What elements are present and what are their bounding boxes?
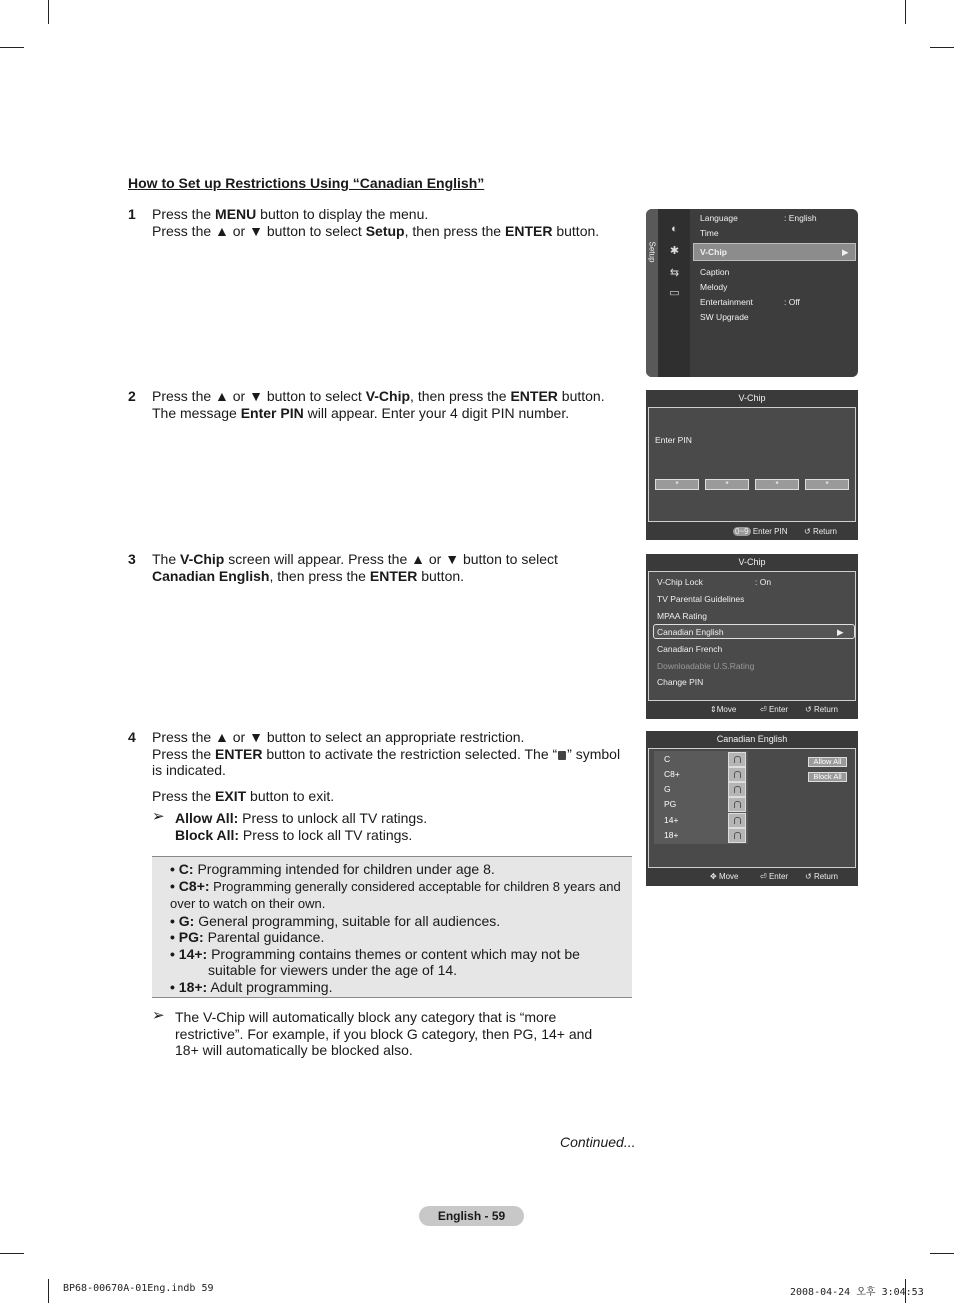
canadian-english-screen [646,731,858,886]
text: Press the ▲ or ▼ button to select an appropriate restriction. [152,729,525,745]
text: Press the [152,206,216,222]
enter-icon: ⏎ [760,705,767,714]
chevron-right-icon: ▶ [837,627,844,637]
crop-mark [930,1253,954,1254]
allow-block-note [152,810,632,843]
text: Programming generally considered acceptable for children 8 years and over to watch on their own. [170,878,621,911]
menu-item-disabled: Downloadable U.S.Rating [657,661,755,671]
pin-prompt: Enter PIN [655,435,692,445]
rating-item [160,861,632,878]
rating-row[interactable] [654,813,748,828]
page-number-badge: English - 59 [419,1206,524,1226]
application-icon: ▭ [669,287,680,299]
text: Return [813,872,838,881]
footer-file-info: BP68-00670A-01Eng.indb 59 [63,1283,214,1294]
text: button. [417,567,465,584]
rating-row[interactable] [654,767,748,782]
menu-item[interactable]: SW Upgrade [700,312,749,322]
ratings-definitions-box [152,856,632,998]
footer-return-hint [804,527,837,536]
text: • C8+: [170,877,210,894]
text: Press the [152,787,216,804]
menu-item[interactable]: Entertainment [700,297,753,307]
rating-item [160,878,632,913]
text: PG [664,799,677,809]
text: Adult programming. [207,978,333,995]
move-arrows-icon: ✥ [710,872,717,881]
text: Press to unlock all TV ratings. [238,810,428,826]
crop-mark [0,1253,24,1254]
step-1-number: 1 [128,206,136,222]
text: G [664,784,671,794]
block-all-button[interactable]: Block All [808,772,847,782]
footer-enter-hint [760,872,788,881]
number-key-icon: 0~9 [735,527,749,536]
vchip-menu-screen [646,554,858,719]
input-icon: ⇆ [669,267,680,279]
continued-label: Continued... [560,1134,636,1150]
chevron-right-icon: ▶ [842,247,849,257]
text: ENTER [510,388,558,404]
setup-menu-screen [646,209,858,377]
return-icon: ↺ [805,872,812,881]
footer-hint [733,527,788,536]
crop-mark [48,1279,49,1303]
menu-item-value: : On [755,577,772,587]
text: Return [813,705,838,714]
pin-digit-field[interactable]: * [655,479,699,490]
menu-item[interactable]: Language [700,213,738,223]
text: V-Chip [365,388,411,404]
return-icon: ↺ [805,705,812,714]
text: The [152,551,181,567]
step-3-number: 3 [128,551,136,567]
pin-digit-field[interactable]: * [705,479,749,490]
page-heading: How to Set up Restrictions Using “Canadian English” [128,175,485,191]
menu-item[interactable]: Time [700,228,719,238]
text: • 18+: [170,978,208,995]
text: Programming contains themes or content which may not be suitable for viewers under the age of 14. [207,945,580,978]
text: button to display the menu. [256,206,429,222]
rating-item [160,913,632,930]
text: ” symbol is indicated. [152,745,621,778]
rating-row[interactable] [654,797,748,812]
text: • 14+: [170,945,208,962]
crop-mark [48,0,49,24]
footer-enter-hint [760,705,788,714]
text: Programming intended for children under age 8. [193,861,495,877]
text: screen will appear. Press the ▲ or ▼ button to select [224,551,558,567]
text: button. [557,388,605,404]
text: Setup [647,241,657,263]
allow-all-button[interactable]: Allow All [808,757,847,767]
text: , then press the [410,388,511,404]
text: Parental guidance. [203,929,325,945]
step-4-number: 4 [128,729,136,745]
crop-mark [930,47,954,48]
note-arrow-icon: ➢ [152,808,165,825]
footer-return-hint [805,705,838,714]
text: Press the ▲ or ▼ button to select [152,222,366,239]
text: Return [812,527,837,536]
picture-icon: ◐ [671,223,678,235]
text: General programming, suitable for all audiences. [194,912,501,929]
text: Enter PIN [752,527,788,536]
rating-item [160,946,632,979]
rating-item [160,929,632,946]
setup-menu-list [692,209,858,377]
lock-icon[interactable] [728,782,746,797]
screen-title: V-Chip [738,557,766,567]
text: Enter [768,705,789,714]
menu-item-value: : Off [784,297,800,307]
updown-icon: ⇕ [710,705,717,714]
menu-item[interactable]: Caption [700,267,730,277]
setup-side-tab [646,209,658,377]
screen-title: Canadian English [716,734,788,744]
lock-icon[interactable] [728,752,746,767]
lock-icon[interactable] [728,813,746,828]
lock-icon [558,751,566,760]
rating-row[interactable] [654,828,748,843]
text: Block All: [175,826,240,843]
text: Enter [768,872,789,881]
text: C8+ [664,769,680,779]
text: ENTER [505,222,553,239]
rating-row[interactable] [654,752,748,767]
footer-timestamp: 2008-04-24 오후 3:04:53 [790,1287,924,1298]
screen-panel [648,571,856,701]
text: • PG: [170,929,204,945]
gear-icon: ✱ [669,245,680,257]
text: 14+ [664,815,679,825]
text: Setup [365,222,405,239]
text: Press the ▲ or ▼ button to select [152,388,366,404]
text: button. [552,222,600,239]
text: , then press the [404,222,505,239]
text: Press the [152,745,216,762]
pin-digit-field[interactable]: * [805,479,849,490]
step-1-text [152,206,632,239]
step-2-text [152,388,632,421]
footer-move-hint [710,872,739,881]
return-icon: ↺ [804,527,811,536]
text: EXIT [215,787,247,804]
screen-panel [648,407,856,522]
menu-item[interactable]: Canadian French [657,644,723,654]
text: ENTER [215,745,263,762]
step-2-number: 2 [128,388,136,404]
text: Move [718,872,739,881]
text: Allow All: [175,810,239,826]
lock-icon[interactable] [728,797,746,812]
step-4-text [152,729,622,804]
text: 18+ [664,830,679,840]
text: The V-Chip will automatically block any category that is “more restrictive”. For example, if you block G category, then PG, 14+ and 18+ will automatically be blocked also. [175,1009,593,1058]
crop-mark [905,0,906,24]
crop-mark [0,47,24,48]
menu-item[interactable]: Melody [700,282,728,292]
text: Press to lock all TV ratings. [239,826,413,843]
text: will appear. Enter your 4 digit PIN number. [303,404,570,421]
menu-item[interactable]: V-Chip Lock [657,577,703,587]
screen-title: V-Chip [738,393,766,403]
text: button to exit. [246,787,335,804]
menu-item[interactable]: Change PIN [657,677,704,687]
menu-item-selected[interactable]: V-Chip [700,247,727,257]
menu-item[interactable]: TV Parental Guidelines [657,594,745,604]
note-arrow-icon: ➢ [152,1007,165,1024]
text: button to activate the restriction selected. The “ [262,745,558,762]
step-3-text [152,551,622,584]
pin-digit-field[interactable]: * [755,479,799,490]
text: Canadian English [152,567,270,584]
enter-icon: ⏎ [760,872,767,881]
menu-item[interactable]: MPAA Rating [657,611,707,621]
text: Move [716,705,737,714]
auto-block-note [152,1009,622,1059]
footer-move-hint [710,705,736,714]
text: , then press the [269,567,370,584]
text: Enter PIN [240,404,304,421]
text: V-Chip [180,551,225,567]
footer-return-hint [805,872,838,881]
menu-item-selected[interactable]: Canadian English [657,627,724,637]
lock-icon[interactable] [728,767,746,782]
menu-item-value: : English [784,213,817,223]
ratings-grid [654,751,748,844]
text: C [664,754,671,764]
text: • G: [170,912,195,929]
menu-icon-column [658,209,690,377]
text: • C: [170,861,194,877]
rating-item [160,979,632,996]
text: ENTER [369,567,418,584]
rating-row[interactable] [654,782,748,797]
lock-icon[interactable] [728,828,746,843]
text: MENU [215,206,257,222]
enter-pin-screen [646,390,858,540]
text: The message [152,404,241,421]
